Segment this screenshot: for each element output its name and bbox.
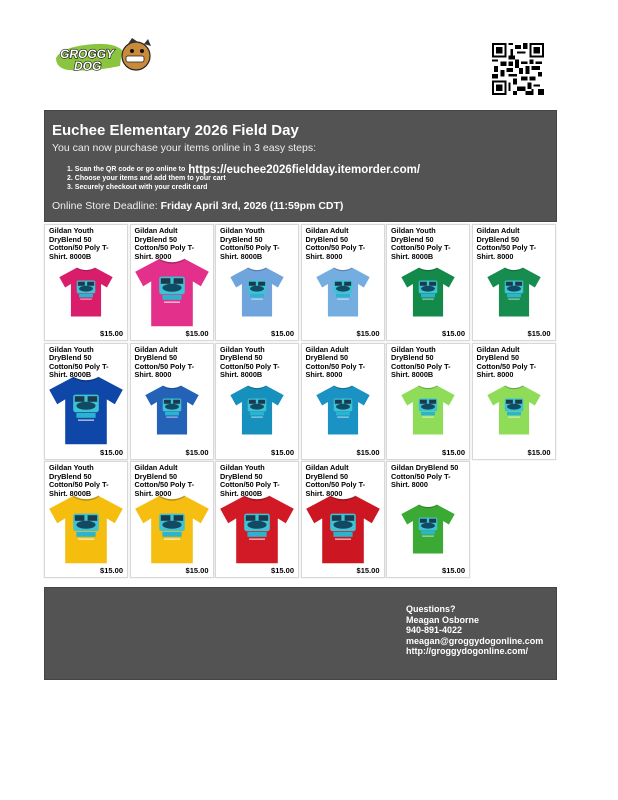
product-price: $15.00 [271,329,294,338]
product-name: Gildan Adult DryBlend 50 Cotton/50 Poly T-Shirt. 8000 [134,226,195,261]
tshirt-image [216,374,298,445]
product-name: Gildan Youth DryBlend 50 Cotton/50 Poly T-Shirt. 8000B [49,226,109,261]
tshirt-image [302,374,384,445]
bulldog-mascot-icon [52,36,156,76]
tshirt-icon [314,380,372,438]
tshirt-image [473,255,555,326]
tshirt-image [302,255,384,326]
product-card[interactable] [386,224,470,341]
svg-text:DOG: DOG [74,59,102,73]
tshirt-image [131,255,213,326]
product-price: $15.00 [356,329,380,338]
page-title: Euchee Elementary 2026 Field Day [52,122,299,139]
product-price: $15.00 [527,329,551,338]
tshirt-image [387,255,469,326]
product-price: $15.00 [356,447,380,457]
product-price: $15.00 [527,447,551,457]
product-card[interactable] [44,224,128,341]
tshirt-icon [314,262,372,320]
product-name: Gildan Adult DryBlend 50 Cotton/50 Poly T-Shirt. 8000 [305,344,366,379]
tshirt-icon [57,262,115,320]
product-card[interactable] [130,461,214,578]
tshirt-icon [46,488,126,568]
tshirt-icon [399,380,457,438]
product-card[interactable] [301,224,385,341]
footer-panel [44,587,557,680]
tshirt-icon [132,488,212,568]
product-name: Gildan Youth DryBlend 50 Cotton/50 Poly T-Shirt. 8000B [391,226,451,261]
tshirt-image [216,492,298,563]
svg-text:GROGGY: GROGGY [60,47,115,61]
product-name: Gildan Youth DryBlend 50 Cotton/50 Poly T-Shirt. 8000B [220,463,280,498]
product-price: $15.00 [100,447,123,457]
tshirt-image [216,255,298,326]
contact-phone[interactable]: 940-891-4022 [406,625,463,636]
tshirt-image [45,374,127,445]
tshirt-icon [399,262,457,320]
tshirt-icon [485,262,543,320]
product-card[interactable] [472,343,556,460]
tshirt-icon [485,380,543,438]
contact-website[interactable]: http://groggydogonline.com/ [406,646,528,657]
tshirt-image [473,374,555,445]
tshirt-icon [217,488,297,568]
contact-name: Meagan Osborne [406,614,480,625]
product-card[interactable] [215,343,299,460]
product-price: $15.00 [185,329,209,338]
tshirt-icon [228,262,286,320]
product-name: Gildan Youth DryBlend 50 Cotton/50 Poly T-Shirt. 8000B [49,463,109,498]
groggy-dog-logo [52,36,156,76]
tshirt-image [45,492,127,563]
product-name: Gildan Youth DryBlend 50 Cotton/50 Poly T-Shirt. 8000B [391,344,451,379]
product-card[interactable] [301,461,385,578]
step-1: 1. Scan the QR code or go online to https://euchee2026fieldday.itemorder.com/ [67,163,421,176]
qr-code-icon[interactable] [492,43,544,95]
deadline-label: Online Store Deadline: [52,200,158,212]
product-name: Gildan Adult DryBlend 50 Cotton/50 Poly T-Shirt. 8000 [476,226,537,261]
tshirt-icon [132,251,212,331]
tshirt-icon [228,380,286,438]
product-name: Gildan Youth DryBlend 50 Cotton/50 Poly T-Shirt. 8000B [49,344,109,379]
product-name: Gildan Youth DryBlend 50 Cotton/50 Poly T-Shirt. 8000B [220,226,280,261]
product-price: $15.00 [442,329,465,338]
tshirt-icon [399,499,457,557]
contact-email[interactable]: meagan@groggydogonline.com [406,635,544,646]
product-name: Gildan Adult DryBlend 50 Cotton/50 Poly T-Shirt. 8000 [476,344,537,379]
tshirt-image [131,374,213,445]
step-3: 3. Securely checkout with your credit card [67,183,208,191]
product-card[interactable] [301,343,385,460]
tshirt-icon [143,380,201,438]
product-card[interactable] [386,343,470,460]
product-name: Gildan Adult DryBlend 50 Cotton/50 Poly T-Shirt. 8000 [134,463,195,498]
product-price: $15.00 [442,447,465,457]
product-card[interactable] [215,224,299,341]
product-name: Gildan Adult DryBlend 50 Cotton/50 Poly T-Shirt. 8000 [305,463,366,498]
product-name: Gildan Youth DryBlend 50 Cotton/50 Poly T-Shirt. 8000B [220,344,280,379]
product-price: $15.00 [356,566,380,575]
product-card[interactable] [130,343,214,460]
product-price: $15.00 [100,329,123,338]
deadline [52,200,343,212]
product-card[interactable] [44,461,128,578]
product-name: Gildan DryBlend 50 Cotton/50 Poly T-Shirt. 8000 [391,463,459,489]
tshirt-icon [46,369,126,449]
product-card[interactable] [472,224,556,341]
step-2: 2. Choose your items and add them to your cart [67,175,226,182]
product-price: $15.00 [271,447,294,457]
product-card[interactable] [215,461,299,578]
tshirt-image [387,374,469,445]
contact-info [406,604,543,657]
header-subtitle: You can now purchase your items online in 3 easy steps: [52,142,317,154]
steps-list [67,163,420,192]
product-price: $15.00 [271,566,294,575]
header-panel [44,110,557,222]
tshirt-image [387,492,469,563]
product-name: Gildan Adult DryBlend 50 Cotton/50 Poly T-Shirt. 8000 [305,226,366,261]
product-card[interactable] [130,224,214,341]
product-card[interactable] [386,461,470,578]
product-price: $15.00 [185,447,209,457]
product-price: $15.00 [442,566,465,575]
product-price: $15.00 [100,566,123,575]
tshirt-image [131,492,213,563]
deadline-value: Friday April 3rd, 2026 (11:59pm CDT) [160,200,344,212]
tshirt-icon [303,488,383,568]
contact-heading: Questions? [406,604,456,614]
product-name: Gildan Adult DryBlend 50 Cotton/50 Poly T-Shirt. 8000 [134,344,195,379]
product-card[interactable] [44,343,128,460]
product-price: $15.00 [185,566,209,575]
store-url-link[interactable]: https://euchee2026fieldday.itemorder.com/ [188,163,421,176]
tshirt-image [302,492,384,563]
tshirt-image [45,255,127,326]
